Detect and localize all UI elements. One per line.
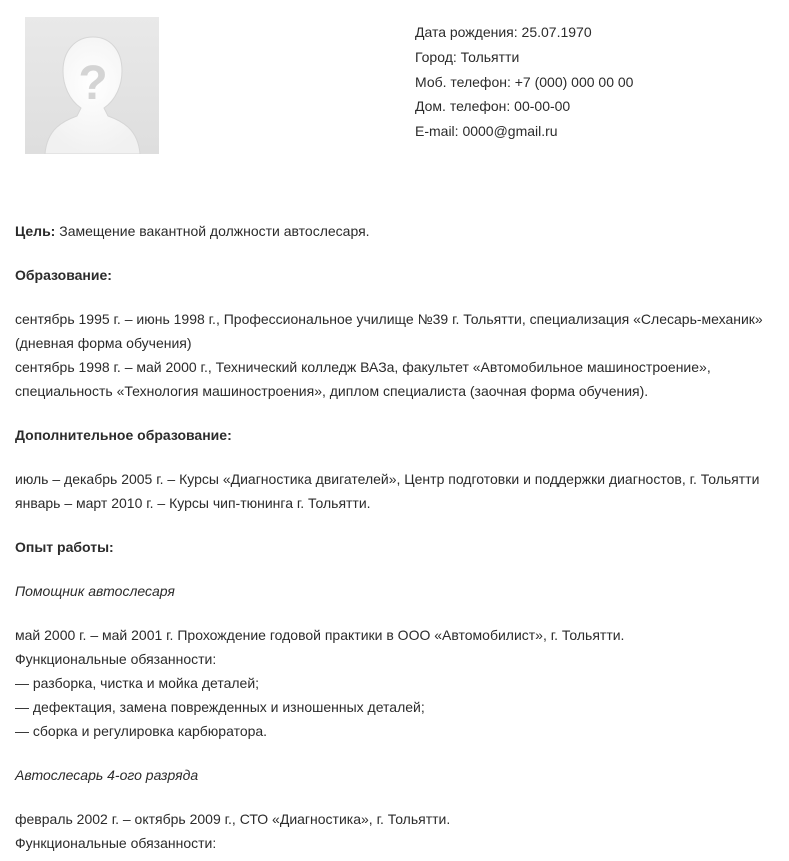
person-silhouette-icon [25, 17, 159, 154]
job-title: Помощник автослесаря [15, 583, 175, 599]
home-phone: Дом. телефон: 00-00-00 [415, 98, 571, 115]
education-line: сентябрь 1995 г. – июнь 1998 г., Профессиональное училище №39 г. Тольятти, специализация «Слесарь-механик» [15, 311, 763, 327]
job-line: Функциональные обязанности: [15, 835, 217, 851]
job-line: май 2000 г. – май 2001 г. Прохождение годовой практики в ООО «Автомобилист», г. Тольятти. [15, 627, 625, 643]
job-line: Функциональные обязанности: [15, 651, 217, 667]
additional-education-line: июль – декабрь 2005 г. – Курсы «Диагностика двигателей», Центр подготовки и поддержки диагностов, г. Тольятти [15, 471, 760, 487]
email: E-mail: 0000@gmail.ru [415, 123, 558, 140]
avatar-placeholder [25, 17, 159, 154]
education-heading: Образование: [15, 267, 112, 283]
goal-line [15, 219, 787, 243]
goal-label: Цель: [15, 223, 56, 239]
education-line: сентябрь 1998 г. – май 2000 г., Технический колледж ВАЗа, факультет «Автомобильное машиностроение», [15, 359, 711, 375]
job-line: — сборка и регулировка карбюратора. [15, 723, 268, 739]
job-title: Автослесарь 4-ого разряда [15, 767, 199, 783]
job-line: — разборка, чистка и мойка деталей; [15, 675, 260, 691]
education-line: (дневная форма обучения) [15, 335, 192, 351]
birth-date: Дата рождения: 25.07.1970 [415, 24, 592, 40]
additional-education-line: январь – март 2010 г. – Курсы чип-тюнинга г. Тольятти. [15, 495, 371, 511]
contact-info [415, 20, 633, 144]
resume-content [15, 219, 787, 855]
experience-heading: Опыт работы: [15, 539, 114, 555]
additional-education-heading: Дополнительное образование: [15, 427, 232, 443]
education-line: специальность «Технология машиностроения», диплом специалиста (заочная форма обучения). [15, 383, 649, 399]
svg-text:?: ? [78, 57, 108, 110]
mobile-phone: Моб. телефон: +7 (000) 000 00 00 [415, 73, 634, 90]
job-line: — дефектация, замена поврежденных и изношенных деталей; [15, 699, 425, 715]
job-line: февраль 2002 г. – октябрь 2009 г., СТО «Диагностика», г. Тольятти. [15, 811, 451, 827]
goal-text: Замещение вакантной должности автослесаря. [55, 223, 370, 239]
city: Город: Тольятти [415, 48, 520, 65]
